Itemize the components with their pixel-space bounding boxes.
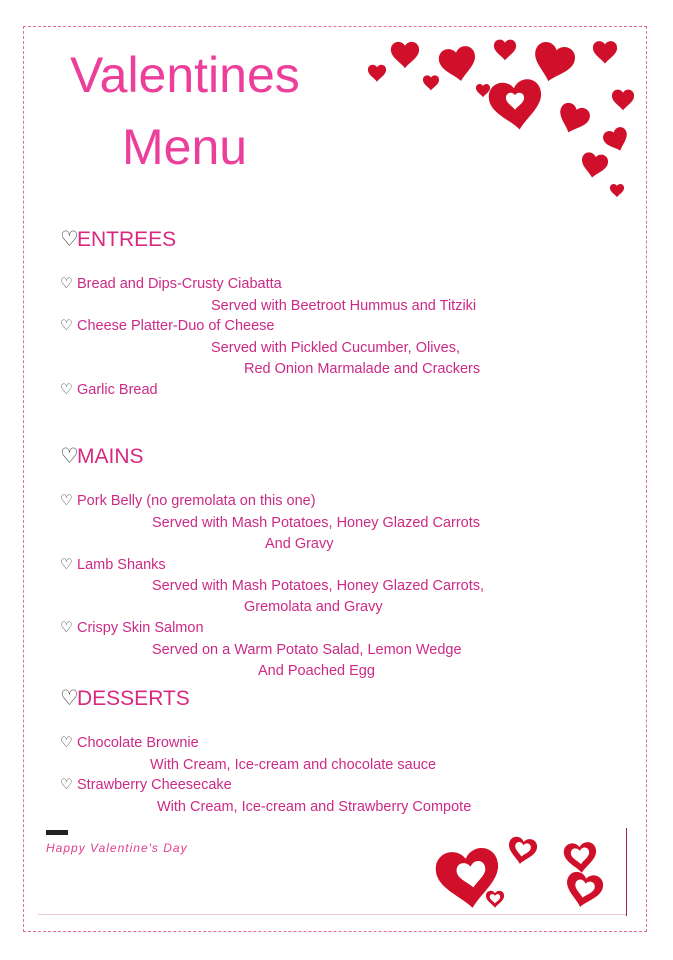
heart-bullet-icon: ♡ <box>60 557 73 573</box>
heart-bullet-icon: ♡ <box>60 493 73 509</box>
menu-item: ♡ Crispy Skin Salmon <box>60 620 204 636</box>
heart-bullet-icon: ♡ <box>60 686 79 710</box>
hearts-decoration-top <box>365 36 637 216</box>
section-heading-mains: ♡MAINS <box>60 444 144 468</box>
menu-item: ♡ Chocolate Brownie <box>60 735 199 751</box>
menu-item-detail: Red Onion Marmalade and Crackers <box>244 361 481 377</box>
menu-item-detail: Served with Pickled Cucumber, Olives, <box>211 340 461 356</box>
small-logo-mark <box>46 830 68 835</box>
heart-bullet-icon: ♡ <box>60 276 73 292</box>
title-line-2: Menu <box>122 119 248 175</box>
footer-divider-horizontal <box>38 914 626 915</box>
menu-item: ♡ Bread and Dips-Crusty Ciabatta <box>60 276 282 292</box>
heart-bullet-icon: ♡ <box>60 735 73 751</box>
title-line-1: Valentines <box>70 47 300 103</box>
menu-item-detail: Served with Beetroot Hummus and Titziki <box>211 298 477 314</box>
menu-item: ♡ Lamb Shanks <box>60 557 166 573</box>
happy-valentines-greeting: Happy Valentine's Day <box>46 841 188 855</box>
menu-item-detail: And Gravy <box>265 536 334 552</box>
menu-item: ♡ Cheese Platter-Duo of Cheese <box>60 318 275 334</box>
heart-bullet-icon: ♡ <box>60 777 73 793</box>
heart-bullet-icon: ♡ <box>60 382 73 398</box>
heart-bullet-icon: ♡ <box>60 318 73 334</box>
menu-item: ♡ Strawberry Cheesecake <box>60 777 232 793</box>
menu-item-detail: Gremolata and Gravy <box>244 599 383 615</box>
menu-item-detail: Served on a Warm Potato Salad, Lemon Wedge <box>152 642 462 658</box>
menu-item: ♡ Pork Belly (no gremolata on this one) <box>60 493 316 509</box>
menu-item-detail: Served with Mash Potatoes, Honey Glazed Carrots, <box>152 578 485 594</box>
hearts-decoration-bottom <box>425 830 625 914</box>
heart-bullet-icon: ♡ <box>60 444 79 468</box>
menu-item: ♡ Garlic Bread <box>60 382 158 398</box>
menu-item-detail: Served with Mash Potatoes, Honey Glazed Carrots <box>152 515 481 531</box>
menu-item-detail: With Cream, Ice-cream and chocolate sauce <box>150 757 437 773</box>
heart-bullet-icon: ♡ <box>60 620 73 636</box>
heart-bullet-icon: ♡ <box>60 227 79 251</box>
footer-divider-vertical <box>626 828 627 916</box>
section-heading-entrees: ♡ENTREES <box>60 227 177 251</box>
section-heading-desserts: ♡DESSERTS <box>60 686 190 710</box>
menu-item-detail: And Poached Egg <box>258 663 375 679</box>
menu-item-detail: With Cream, Ice-cream and Strawberry Compote <box>157 799 472 815</box>
